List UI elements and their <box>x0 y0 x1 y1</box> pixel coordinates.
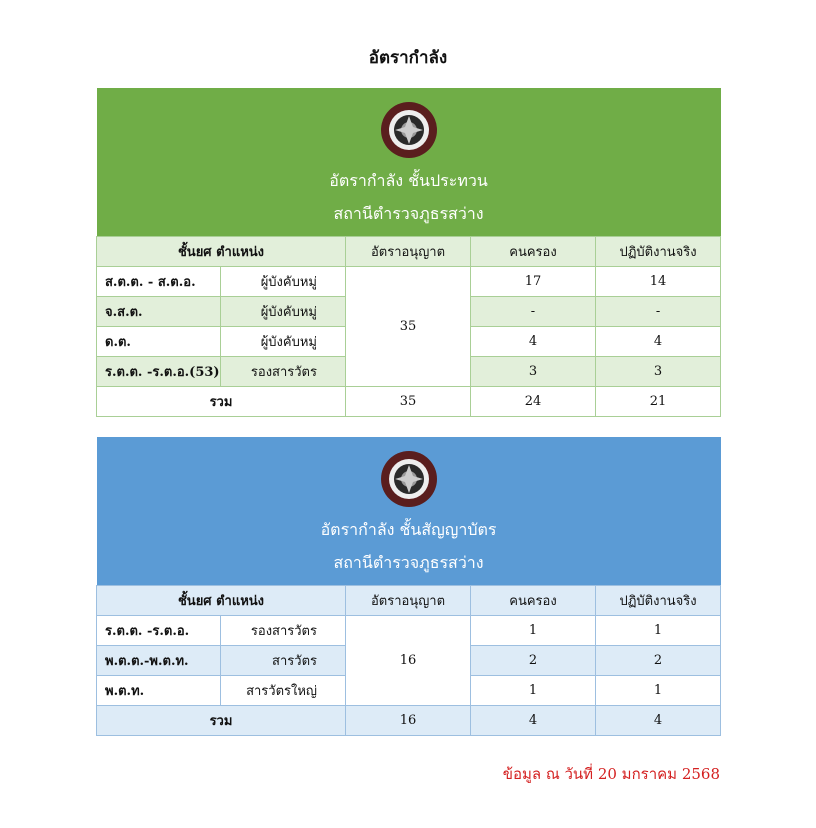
total-actual: 21 <box>596 387 721 417</box>
police-emblem-icon <box>379 100 439 160</box>
total-label: รวม <box>97 706 346 736</box>
total-row <box>97 387 721 417</box>
rank-cell: จ.ส.ต. <box>97 297 221 327</box>
quota-merged-cell: 16 <box>346 616 471 706</box>
rank-cell: พ.ต.ท. <box>97 676 221 706</box>
actual-cell: - <box>596 297 721 327</box>
header-actual: ปฏิบัติงานจริง <box>596 237 721 267</box>
police-emblem-icon <box>379 449 439 509</box>
officer-strength-table <box>96 437 721 736</box>
total-row <box>97 706 721 736</box>
quota-merged-cell: 35 <box>346 267 471 387</box>
position-cell: รองสารวัตร <box>221 616 346 646</box>
occupied-cell: 1 <box>471 616 596 646</box>
total-quota: 35 <box>346 387 471 417</box>
position-cell: ผู้บังคับหมู่ <box>221 327 346 357</box>
actual-cell: 1 <box>596 616 721 646</box>
header-actual: ปฏิบัติงานจริง <box>596 586 721 616</box>
header-occupied: คนครอง <box>471 586 596 616</box>
table-row <box>97 616 721 646</box>
station-name: สถานีตำรวจภูธรสว่าง <box>333 553 484 572</box>
station-name: สถานีตำรวจภูธรสว่าง <box>333 204 484 223</box>
actual-cell: 4 <box>596 327 721 357</box>
total-label: รวม <box>97 387 346 417</box>
occupied-cell: - <box>471 297 596 327</box>
rank-cell: พ.ต.ต.-พ.ต.ท. <box>97 646 221 676</box>
position-cell: สารวัตรใหญ่ <box>221 676 346 706</box>
total-occupied: 24 <box>471 387 596 417</box>
page-title: อัตรากำลัง <box>368 48 448 68</box>
header-quota: อัตราอนุญาต <box>346 586 471 616</box>
actual-cell: 14 <box>596 267 721 297</box>
header-rank-position: ชั้นยศ ตำแหน่ง <box>97 237 346 267</box>
table-title: อัตรากำลัง ชั้นสัญญาบัตร <box>320 520 497 539</box>
position-cell: รองสารวัตร <box>221 357 346 387</box>
actual-cell: 1 <box>596 676 721 706</box>
rank-cell: ร.ต.ต. -ร.ต.อ. <box>97 616 221 646</box>
occupied-cell: 3 <box>471 357 596 387</box>
occupied-cell: 2 <box>471 646 596 676</box>
total-actual: 4 <box>596 706 721 736</box>
actual-cell: 3 <box>596 357 721 387</box>
header-occupied: คนครอง <box>471 237 596 267</box>
position-cell: ผู้บังคับหมู่ <box>221 297 346 327</box>
data-date-note: ข้อมูล ณ วันที่ 20 มกราคม 2568 <box>502 765 720 783</box>
occupied-cell: 4 <box>471 327 596 357</box>
nco-banner <box>97 88 721 237</box>
header-rank-position: ชั้นยศ ตำแหน่ง <box>97 586 346 616</box>
table-title: อัตรากำลัง ชั้นประทวน <box>329 171 488 190</box>
rank-cell: ส.ต.ต. - ส.ต.อ. <box>97 267 221 297</box>
occupied-cell: 1 <box>471 676 596 706</box>
rank-cell: ด.ต. <box>97 327 221 357</box>
actual-cell: 2 <box>596 646 721 676</box>
rank-cell: ร.ต.ต. -ร.ต.อ.(53) <box>97 357 221 387</box>
occupied-cell: 17 <box>471 267 596 297</box>
total-occupied: 4 <box>471 706 596 736</box>
position-cell: ผู้บังคับหมู่ <box>221 267 346 297</box>
header-quota: อัตราอนุญาต <box>346 237 471 267</box>
table-row <box>97 267 721 297</box>
position-cell: สารวัตร <box>221 646 346 676</box>
total-quota: 16 <box>346 706 471 736</box>
nco-strength-table <box>96 88 721 417</box>
officer-banner <box>97 437 721 586</box>
